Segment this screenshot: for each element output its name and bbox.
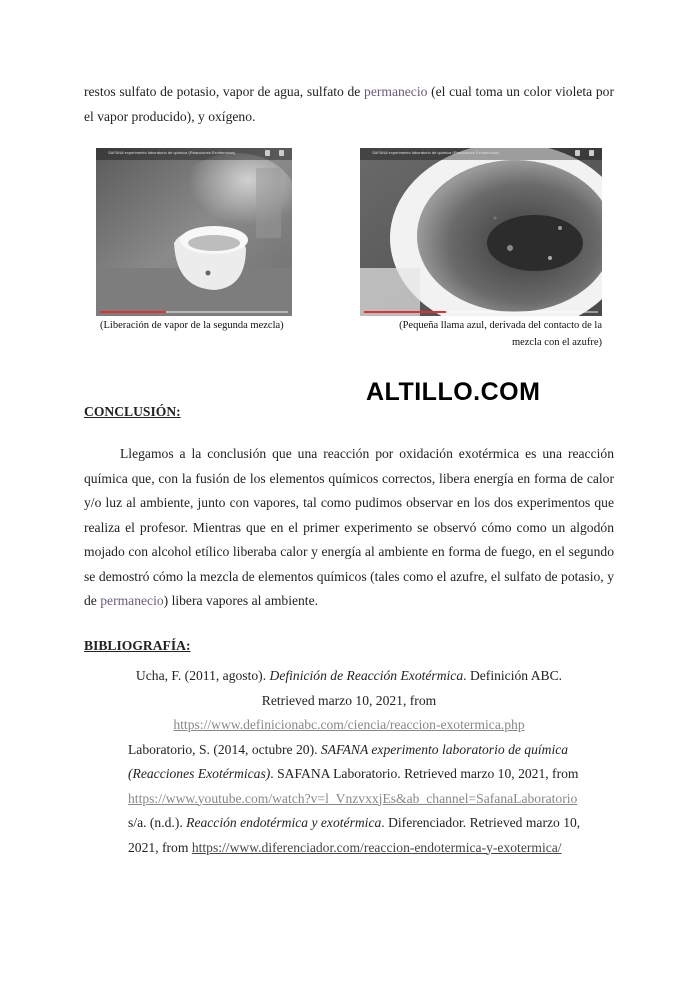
bibliography-heading: BIBLIOGRAFÍA: xyxy=(84,638,191,653)
ref-publisher: . Diferenciador. Retrieved marzo 10, 2021, from xyxy=(128,815,581,855)
watch-later-icon[interactable] xyxy=(265,150,270,156)
figure-flame-photo[interactable] xyxy=(360,148,602,316)
watermark-logo: ALTILLO.COM xyxy=(366,378,541,406)
figure-caption-flame xyxy=(378,317,602,351)
video-progress-bar[interactable] xyxy=(100,311,288,313)
reference-3 xyxy=(84,811,614,860)
video-title-bar xyxy=(360,148,602,160)
bibliography-list xyxy=(84,664,614,860)
caption-line-2: mezcla con el azufre) xyxy=(511,337,602,348)
ref-3-link[interactable]: https://www.diferenciador.com/reaccion-endotermica-y-exotermica/ xyxy=(191,839,562,855)
conclusion-text-end: ) libera vapores al ambiente. xyxy=(163,593,319,608)
conclusion-heading: CONCLUSIÓN: xyxy=(84,404,181,419)
ref-title: Definición de Reacción Exotérmica xyxy=(269,668,464,683)
ref-title: SAFANA experimento laboratorio de química (Reacciones Exotérmicas) xyxy=(128,741,569,781)
reference-1 xyxy=(84,664,614,738)
figure-steam-photo[interactable] xyxy=(96,148,292,316)
video-title: SAFANA experimento laboratorio de química (Reacciones Exotérmicas) xyxy=(372,150,500,155)
video-title: SAFANA experimento laboratorio de química (Reacciones Exotérmicas) xyxy=(108,150,236,155)
ref-author: Ucha, F. (2011, agosto). xyxy=(135,668,270,683)
ref-2-link[interactable]: https://www.youtube.com/watch?v=l_VnzvxxjEs&ab_channel=SafanaLaboratorio xyxy=(128,790,578,806)
intro-text-end: (el cual toma un color violeta por el vapor producido), y oxígeno. xyxy=(84,84,614,124)
video-progress-bar[interactable] xyxy=(364,311,598,313)
conclusion-paragraph xyxy=(84,442,614,614)
reference-2 xyxy=(84,738,614,812)
watch-later-icon[interactable] xyxy=(575,150,580,156)
share-icon[interactable] xyxy=(279,150,284,156)
figure-caption-steam: (Liberación de vapor de la segunda mezcla) xyxy=(100,320,284,331)
ref-retrieved: Retrieved marzo 10, 2021, from xyxy=(261,692,437,708)
video-title-bar xyxy=(96,148,292,160)
steam-photo-image xyxy=(96,148,292,316)
conclusion-highlight: permanecio xyxy=(100,593,164,608)
intro-paragraph xyxy=(84,80,614,129)
conclusion-text: Llegamos a la conclusión que una reacción por oxidación exotérmica es una reacción química que, con la fusión de los elementos químicos correctos, libera energía en forma de calor y/o luz al ambiente, junto con vapores, tal como pudimos observar en los dos experimentos que realiza el profesor. Mientras que en el primer experimento se observó cómo como un algodón mojado con alcohol etílico liberaba calor y energía al ambiente en forma de fuego, en el segundo se demostró cómo la mezcla de elementos químicos (tales como el azufre, el sulfato de potasio, y de xyxy=(84,446,614,608)
ref-title: Reacción endotérmica y exotérmica xyxy=(186,815,382,830)
ref-author: Laboratorio, S. (2014, octubre 20). xyxy=(128,741,321,757)
share-icon[interactable] xyxy=(589,150,594,156)
ref-author: s/a. (n.d.). xyxy=(128,815,187,830)
ref-publisher: . SAFANA Laboratorio. Retrieved marzo 10, 2021, from xyxy=(270,766,579,781)
ref-publisher: . Definición ABC. xyxy=(463,668,563,683)
flame-photo-image xyxy=(360,148,602,316)
ref-1-link[interactable]: https://www.definicionabc.com/ciencia/reaccion-exotermica.php xyxy=(173,717,525,732)
intro-text: restos sulfato de potasio, vapor de agua, sulfato de xyxy=(84,84,365,99)
intro-highlight: permanecio xyxy=(364,84,428,99)
caption-line-1: (Pequeña llama azul, derivada del contacto de la xyxy=(399,320,602,331)
